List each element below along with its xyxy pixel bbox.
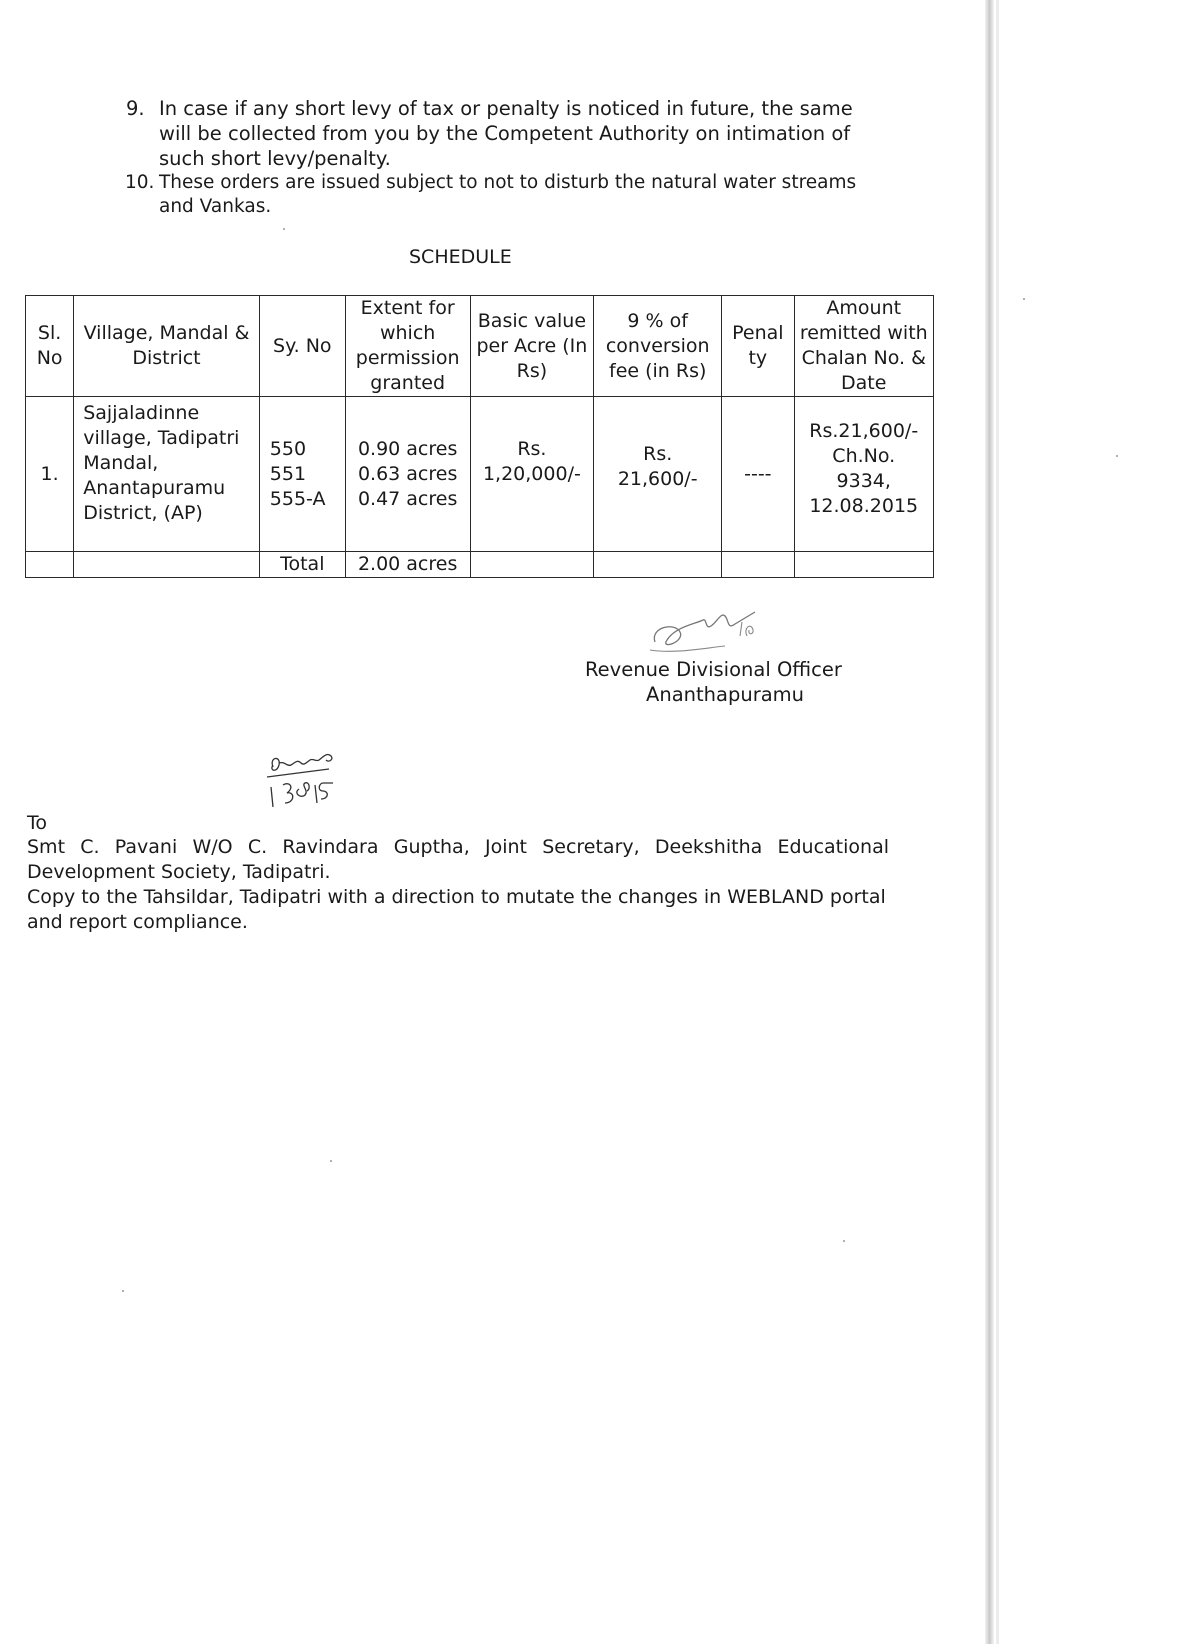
conversion-fee-line: 21,600/-: [617, 468, 698, 490]
cell-amount: [794, 397, 934, 552]
total-empty-cell: [722, 552, 794, 578]
to-label: To: [27, 812, 48, 834]
condition-text: These orders are issued subject to not to disturb the natural water streams and Vankas.: [159, 172, 857, 217]
basic-value-line: Rs.: [517, 438, 547, 460]
extent-value: 0.90 acres: [357, 438, 458, 460]
total-extent: 2.00 acres: [345, 552, 470, 578]
table-total-row: [26, 552, 934, 578]
cell-extent: [345, 397, 470, 552]
scan-speck: [330, 1160, 332, 1162]
condition-item-10: [126, 171, 889, 219]
scan-speck: [843, 1240, 845, 1242]
conditions-list: [126, 96, 889, 219]
table-header-row: [26, 296, 934, 397]
scan-speck: [122, 1290, 124, 1292]
cell-penalty: ----: [722, 397, 794, 552]
condition-number: 10.: [125, 172, 155, 193]
scan-speck: [283, 228, 285, 230]
scan-edge-shadow: [985, 0, 994, 1644]
condition-item-9: [126, 96, 889, 171]
condition-text: In case if any short levy of tax or penalty is noticed in future, the same will be collected from you by the Competent Authority on intimation of such short levy/penalty.: [159, 97, 853, 170]
header-basic-value: Basic value per Acre (In Rs): [470, 296, 594, 397]
total-empty-cell: [470, 552, 594, 578]
scan-speck: [1116, 455, 1118, 457]
schedule-title: SCHEDULE: [409, 246, 512, 268]
cell-sy-no: [259, 397, 345, 552]
copy-to-text: Copy to the Tahsildar, Tadipatri with a direction to mutate the changes in WEBLAND portal and report compliance.: [27, 886, 886, 933]
total-empty-cell: [74, 552, 260, 578]
scan-edge-line: [996, 0, 999, 1644]
cell-conversion-fee: [594, 397, 722, 552]
sy-no-value: 555-A: [269, 488, 326, 510]
schedule-table: [25, 295, 934, 578]
cell-village: Sajjaladinne village, Tadipatri Mandal, Anantapuramu District, (AP): [74, 397, 260, 552]
table-row: [26, 397, 934, 552]
extent-value: 0.63 acres: [357, 463, 458, 485]
header-extent: Extent for which permission granted: [345, 296, 470, 397]
header-conversion-fee: 9 % of conversion fee (in Rs): [594, 296, 722, 397]
signatory-place: Ananthapuramu: [646, 683, 805, 706]
amount-line: Ch.No.: [832, 445, 896, 467]
total-label: Total: [259, 552, 345, 578]
conversion-fee-line: Rs.: [643, 443, 673, 465]
total-empty-cell: [26, 552, 74, 578]
header-sy-no: Sy. No: [259, 296, 345, 397]
header-amount: Amount remitted with Chalan No. & Date: [794, 296, 934, 397]
amount-line: Rs.21,600/-: [809, 420, 919, 442]
handwritten-dispatch-mark-icon: [265, 753, 355, 813]
amount-line: 9334,: [836, 470, 891, 492]
sy-no-value: 551: [269, 463, 307, 485]
total-empty-cell: [794, 552, 934, 578]
header-village: Village, Mandal & District: [74, 296, 260, 397]
header-penalty: Penal ty: [722, 296, 794, 397]
scan-speck: [1023, 298, 1025, 300]
cell-basic-value: [470, 397, 594, 552]
signature-scribble-icon: [645, 602, 775, 662]
sy-no-value: 550: [269, 438, 307, 460]
amount-line: 12.08.2015: [809, 495, 919, 517]
total-empty-cell: [594, 552, 722, 578]
signatory-designation: Revenue Divisional Officer: [585, 658, 842, 681]
addressee-text: Smt C. Pavani W/O C. Ravindara Guptha, Joint Secretary, Deekshitha Educational Development Society, Tadipatri.: [27, 836, 889, 883]
header-sl-no: Sl. No: [26, 296, 74, 397]
cell-sl-no: 1.: [26, 397, 74, 552]
condition-number: 9.: [126, 97, 145, 120]
basic-value-line: 1,20,000/-: [482, 463, 581, 485]
extent-value: 0.47 acres: [357, 488, 458, 510]
